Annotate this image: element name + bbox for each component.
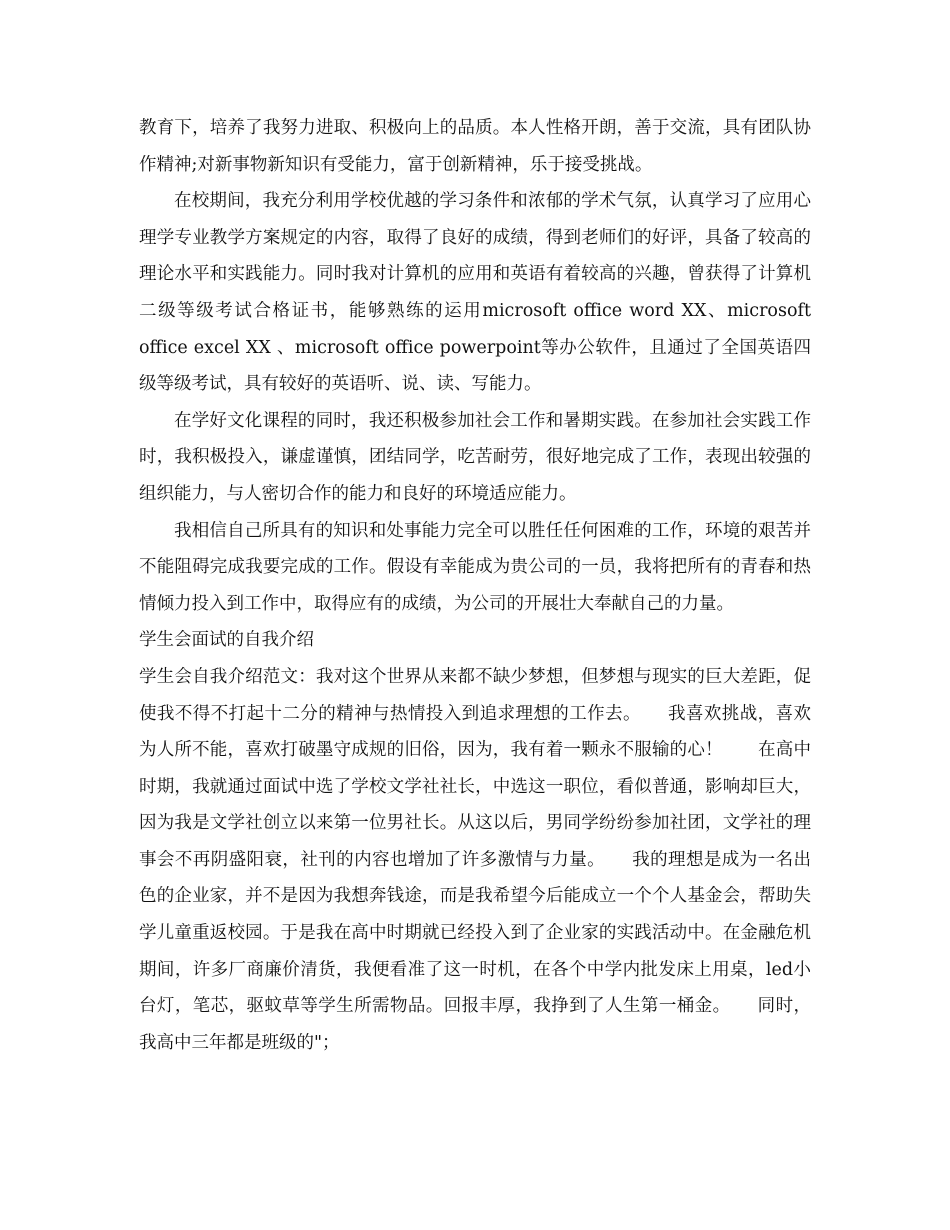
paragraph-social-practice: 在学好文化课程的同时，我还积极参加社会工作和暑期实践。在参加社会实践工作时，我积极投入，谦虚谨慎，团结同学，吃苦耐劳，很好地完成了工作，表现出较强的组织能力，与人密切合作的能力和良好的环境适应能力。 [139, 410, 811, 504]
paragraph-intro-continuation: 教育下，培养了我努力进取、积极向上的品质。本人性格开朗，善于交流，具有团队协作精神;对新事物新知识有受能力，富于创新精神，乐于接受挑战。 [139, 118, 811, 175]
section-heading: 学生会面试的自我介绍 [139, 630, 314, 651]
paragraph-school-period: 在校期间，我充分利用学校优越的学习条件和浓郁的学术气氛，认真学习了应用心理学专业教学方案规定的内容，取得了良好的成绩，得到老师们的好评，具备了较高的理论水平和实践能力。同时我对计算机的应用和英语有着较高的兴趣，曾获得了计算机二级等级考试合格证书，能够熟练的运用microsoft office word XX、microsoft office excel XX 、microsoft office powerpoint等办公软件，且通过了全国英语四级等级考试，具有较好的英语听、说、读、写能力。 [139, 191, 811, 395]
paragraph-student-union-intro: 学生会自我介绍范文：我对这个世界从来都不缺少梦想，但梦想与现实的巨大差距，促使我不得不打起十二分的精神与热情投入到追求理想的工作去。 我喜欢挑战，喜欢为人所不能，喜欢打破墨守成规的旧俗，因为，我有着一颗永不服输的心！ 在高中时期，我就通过面试中选了学校文学社社长，中选这一职位，看似普通，影响却巨大，因为我是文学社创立以来第一位男社长。从这以后，男同学纷纷参加社团，文学社的理事会不再阴盛阳衰，社刊的内容也增加了许多激情与力量。 我的理想是成为一名出色的企业家，并不是因为我想奔钱途，而是我希望今后能成立一个个人基金会，帮助失学儿童重返校园。于是我在高中时期就已经投入到了企业家的实践活动中。在金融危机期间，许多厂商廉价清货，我便看准了这一时机，在各个中学内批发床上用桌，led小台灯，笔芯，驱蚊草等学生所需物品。回报丰厚，我挣到了人生第一桶金。 同时，我高中三年都是班级的"； [139, 666, 811, 1053]
document-body [139, 110, 811, 1061]
paragraph-confidence: 我相信自己所具有的知识和处事能力完全可以胜任任何困难的工作，环境的艰苦并不能阻碍完成我要完成的工作。假设有幸能成为贵公司的一员，我将把所有的青春和热情倾力投入到工作中，取得应有的成绩，为公司的开展壮大奉献自己的力量。 [139, 520, 811, 614]
